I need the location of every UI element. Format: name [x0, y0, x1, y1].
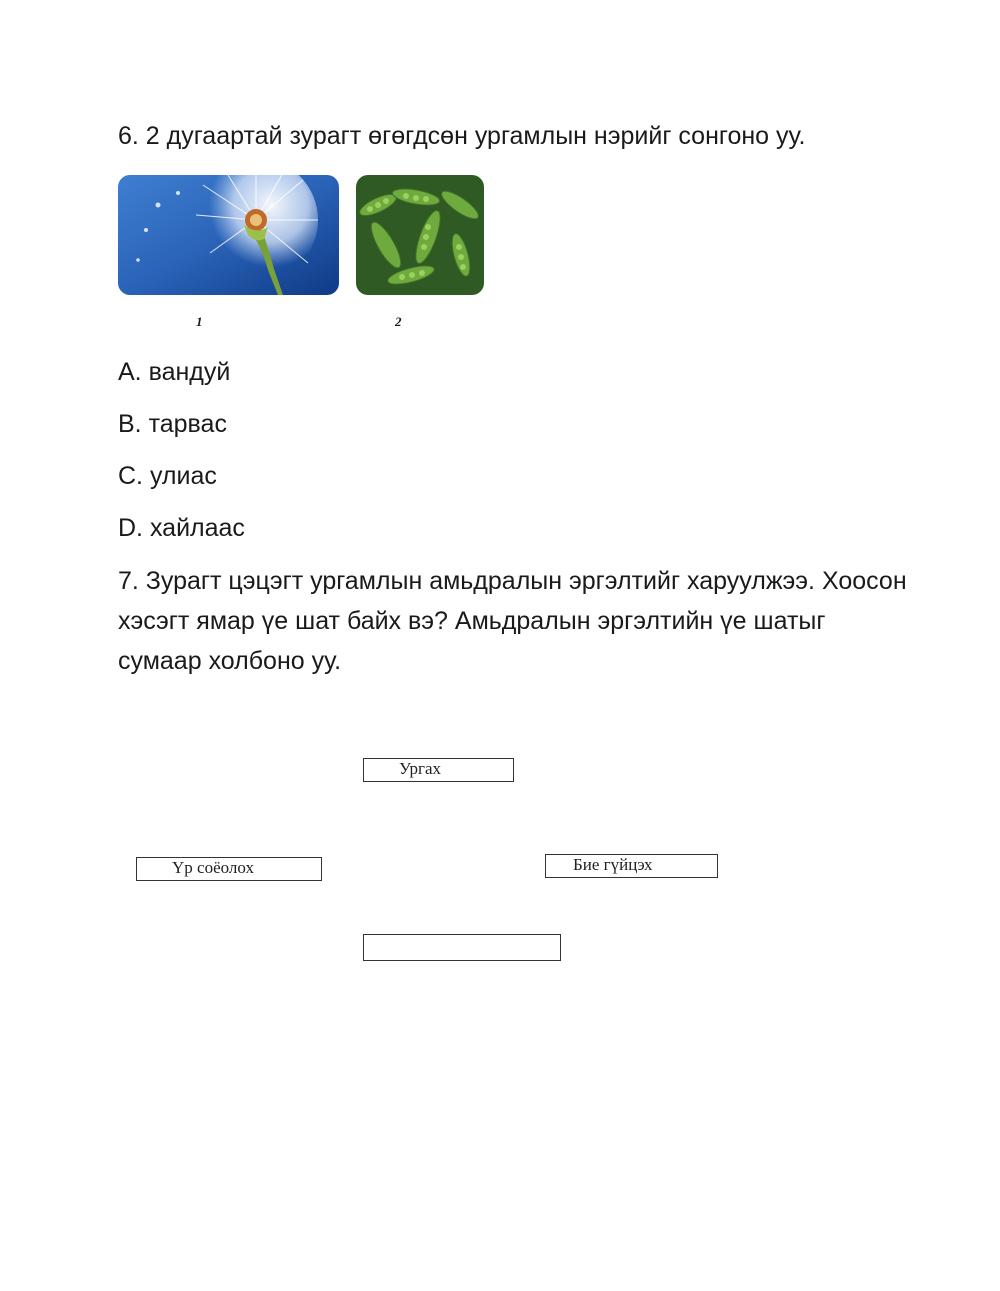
question-6-title: 6. 2 дугаартай зурагт өгөгдсөн ургамлын нэрийг сонгоно уу. — [118, 122, 806, 150]
cycle-stage-blank[interactable] — [363, 934, 561, 961]
image-caption-2: 2 — [395, 314, 402, 329]
question-7-title: 7. Зурагт цэцэгт ургамлын амьдралын эргэлтийг харуулжээ. Хоосон хэсэгт ямар үе шат байх вэ? Амьдралын эргэлтийн үе шатыг сумаар холбоно уу. — [118, 567, 907, 675]
cycle-stage-right[interactable]: Бие гүйцэх — [545, 854, 718, 878]
cycle-stage-left[interactable]: Үр соёолох — [136, 857, 322, 881]
option-b[interactable]: B. тарвас — [118, 410, 227, 438]
cycle-stage-top[interactable]: Ургах — [363, 758, 514, 782]
dandelion-image — [118, 175, 339, 295]
option-a[interactable]: A. вандуй — [118, 358, 231, 386]
option-c[interactable]: C. улиас — [118, 462, 217, 490]
pea-pods-image — [356, 175, 484, 295]
option-d[interactable]: D. хайлаас — [118, 514, 245, 542]
image-caption-1: 1 — [196, 314, 203, 329]
